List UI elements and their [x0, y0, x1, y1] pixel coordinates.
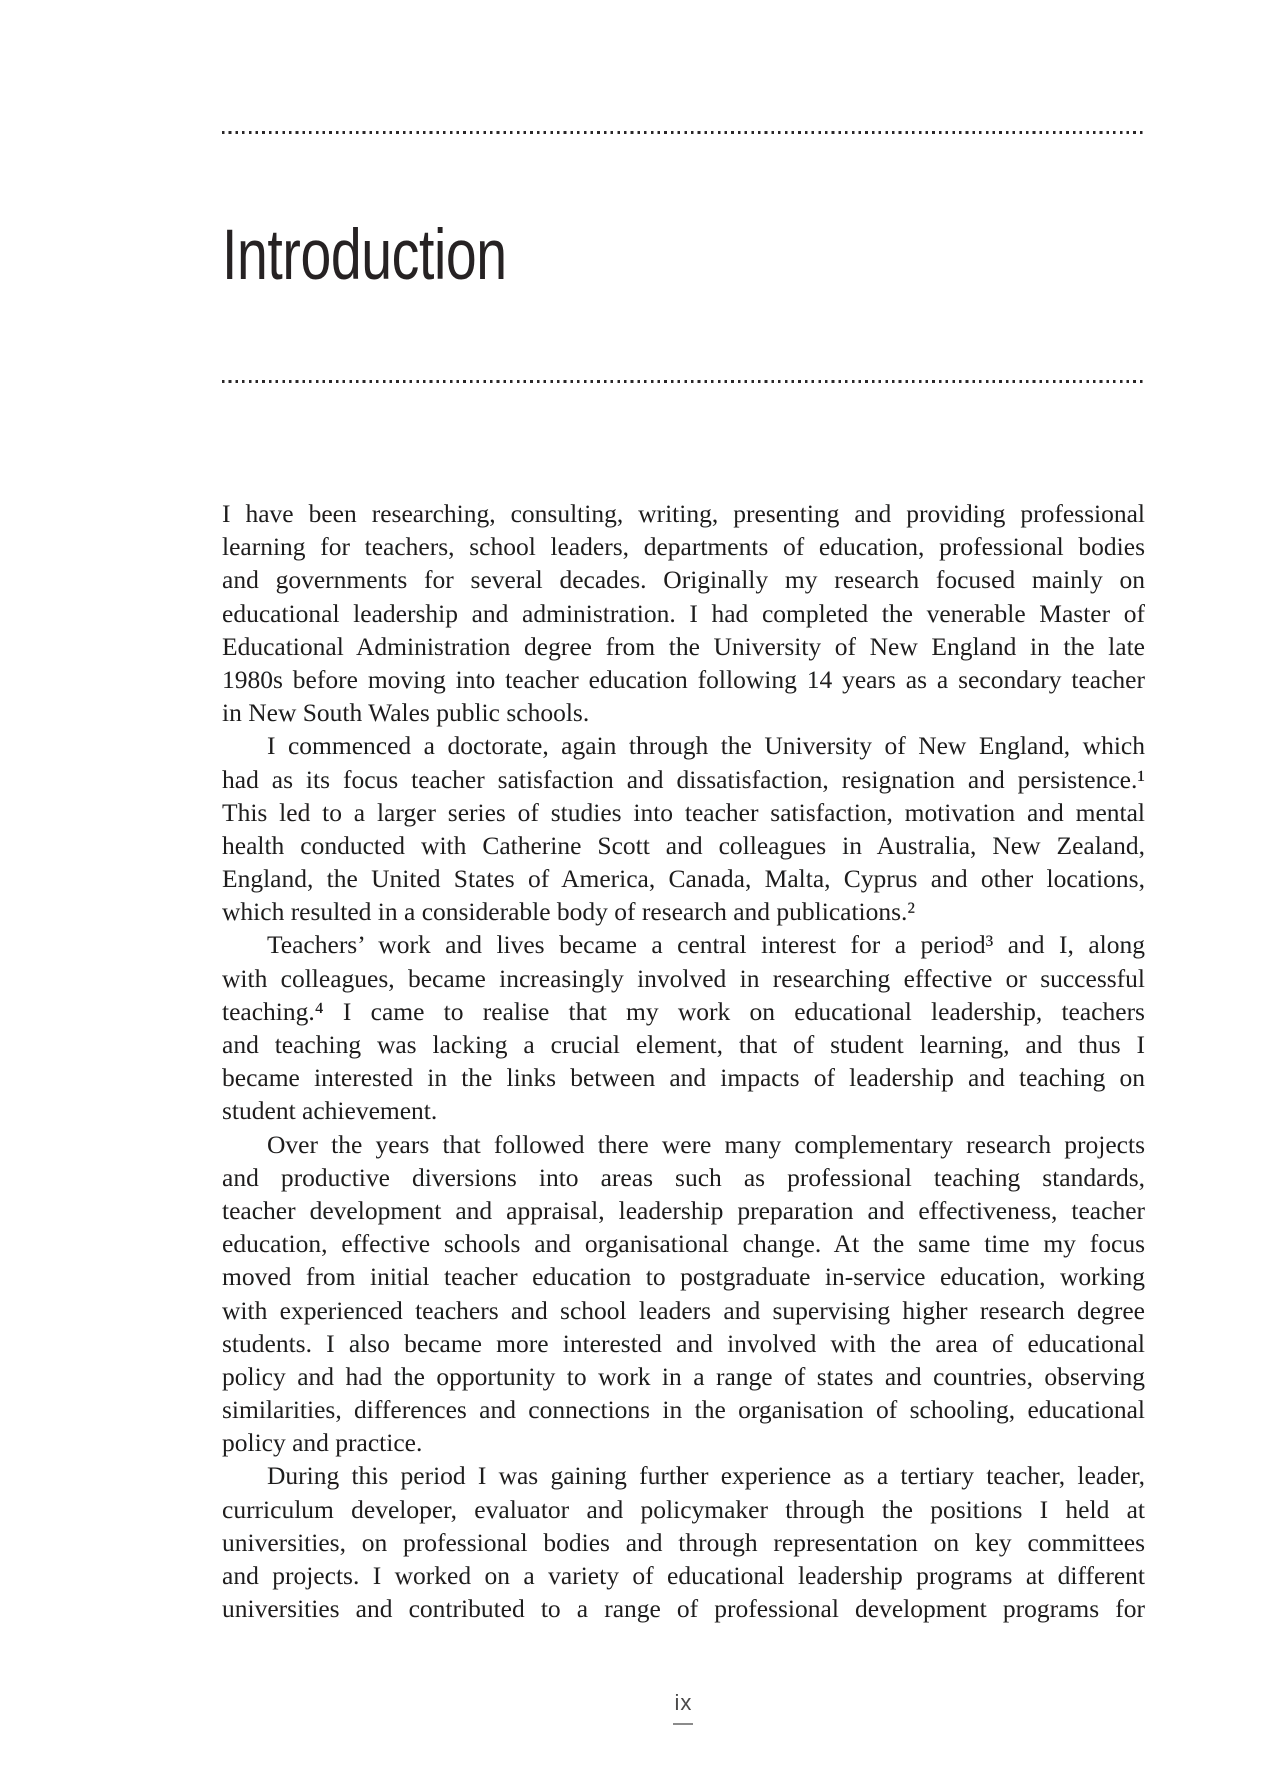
body-line: health conducted with Catherine Scott and colleagues in Australia, New Zealand, [222, 830, 1145, 860]
body-line: teaching.⁴ I came to realise that my work on educational leadership, teachers [222, 996, 1145, 1026]
page-number-rule [673, 1723, 693, 1725]
body-line: in New South Wales public schools. [222, 698, 590, 728]
body-line: became interested in the links between and impacts of leadership and teaching on [222, 1063, 1145, 1093]
body-line: teacher development and appraisal, leadership preparation and effectiveness, teacher [222, 1195, 1145, 1225]
body-line: students. I also became more interested and involved with the area of educational [222, 1328, 1145, 1358]
body-line: England, the United States of America, Canada, Malta, Cyprus and other locations, [222, 864, 1145, 894]
body-line: This led to a larger series of studies into teacher satisfaction, motivation and mental [222, 797, 1145, 827]
body-line: which resulted in a considerable body of research and publications.² [222, 897, 916, 927]
body-text [222, 497, 1145, 1625]
dotted-rule-top [222, 131, 1145, 134]
body-line: and projects. I worked on a variety of educational leadership programs at different [222, 1561, 1145, 1590]
body-line: and governments for several decades. Originally my research focused mainly on [222, 565, 1145, 595]
body-line: I commenced a doctorate, again through the University of New England, which [267, 731, 1145, 761]
body-line: educational leadership and administration. I had completed the venerable Master of [222, 598, 1145, 628]
body-line: Educational Administration degree from the University of New England in the late [222, 631, 1145, 661]
body-line: similarities, differences and connections in the organisation of schooling, educational [222, 1395, 1145, 1425]
body-line: Over the years that followed there were many complementary research projects [267, 1129, 1145, 1159]
body-line: curriculum developer, evaluator and policymaker through the positions I held at [222, 1494, 1145, 1524]
body-line: moved from initial teacher education to postgraduate in-service education, working [222, 1262, 1145, 1292]
body-line: policy and had the opportunity to work in a range of states and countries, observing [222, 1361, 1145, 1391]
body-line: student achievement. [222, 1096, 438, 1126]
body-line: I have been researching, consulting, writing, presenting and providing professional [222, 499, 1145, 528]
body-line: education, effective schools and organisational change. At the same time my focus [222, 1229, 1145, 1259]
body-line: universities, on professional bodies and through representation on key committees [222, 1527, 1145, 1557]
body-line: 1980s before moving into teacher education following 14 years as a secondary teacher [222, 664, 1145, 694]
body-line: with colleagues, became increasingly involved in researching effective or successful [222, 963, 1145, 993]
page-title: Introduction [222, 216, 507, 295]
body-line: Teachers’ work and lives became a central interest for a period³ and I, along [267, 930, 1145, 960]
body-line: universities and contributed to a range of professional development programs for [222, 1594, 1145, 1624]
body-line: with experienced teachers and school leaders and supervising higher research degree [222, 1295, 1145, 1325]
dotted-rule-bottom [222, 380, 1145, 383]
body-line: learning for teachers, school leaders, departments of education, professional bodies [222, 532, 1145, 562]
page-number: ix [674, 1690, 693, 1715]
body-line: and productive diversions into areas such as professional teaching standards, [222, 1162, 1145, 1192]
body-line: had as its focus teacher satisfaction and dissatisfaction, resignation and persistence.¹ [222, 764, 1145, 794]
body-line: During this period I was gaining further experience as a tertiary teacher, leader, [267, 1461, 1145, 1491]
body-line: and teaching was lacking a crucial element, that of student learning, and thus I [222, 1030, 1145, 1059]
body-line: policy and practice. [222, 1428, 423, 1458]
